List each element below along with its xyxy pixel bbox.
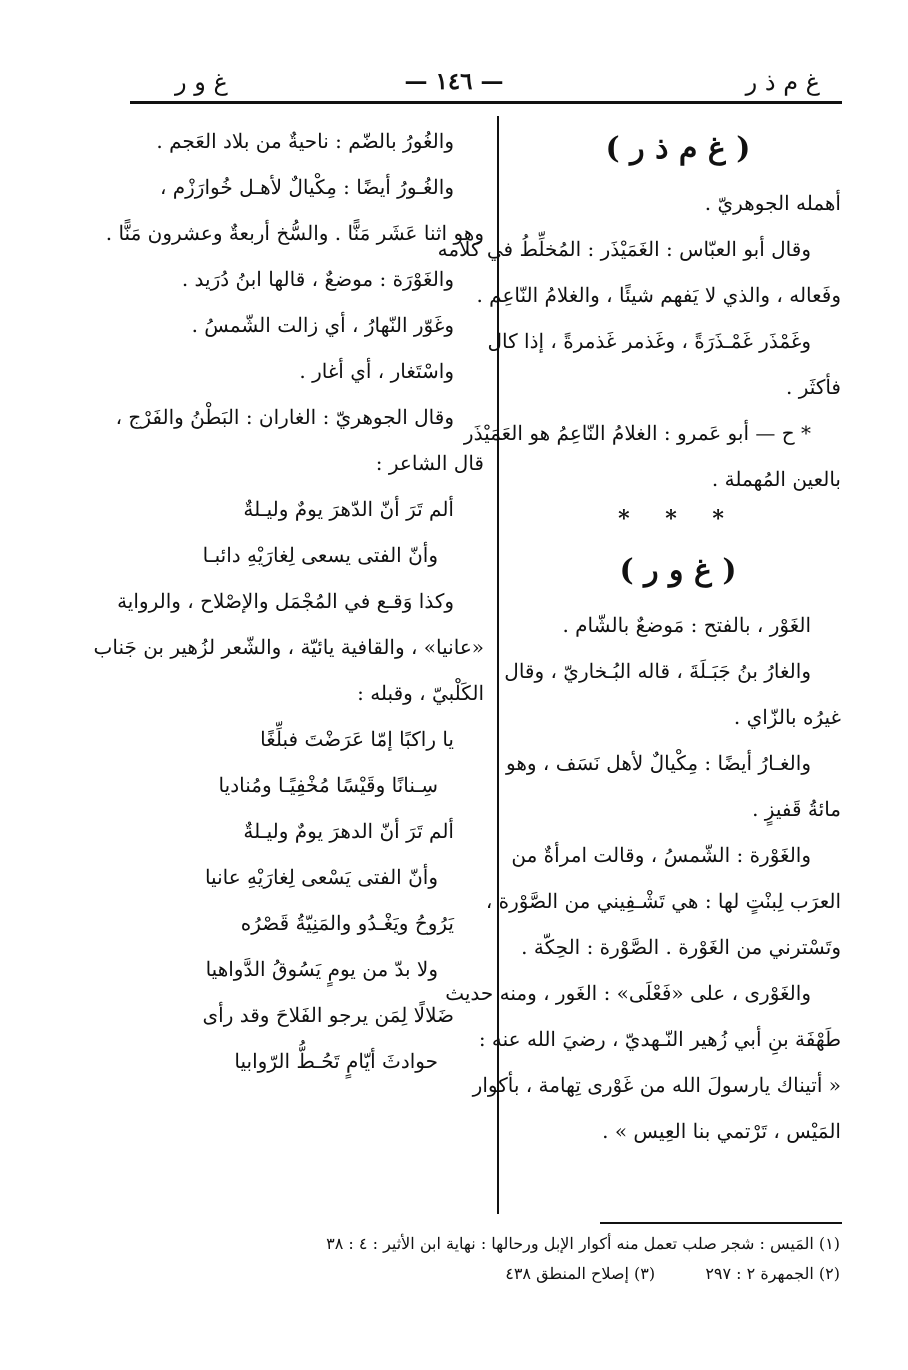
text-line: * ح — أبو عَمرو : الغلامُ النّاعِمُ هو العَمَيْذَر (463, 421, 811, 445)
verse-line: ولا بدّ من يومٍ يَسُوقُ الدَّواهيا (205, 957, 438, 981)
verse-line: حوادثَ أيّامٍ تَحُـطُّ الرّوابيا (234, 1049, 438, 1073)
footnote-2: (٢) الجمهرة ٢ : ٢٩٧ (705, 1264, 840, 1283)
footnote-1: (١) المَيس : شجر صلب تعمل منه أكوار الإبل ورحالها : نهاية ابن الأثير : ٤ : ٣٨ (326, 1234, 840, 1253)
text-line: والغـارُ أيضًا : مِكْيالٌ لأهل نَسَف ، وهو (506, 751, 811, 775)
text-line: مائةُ قَفيزٍ . (752, 797, 841, 821)
text-line: بالعين المُهملة . (711, 467, 841, 491)
verse-line: يا راكبًا إمّا عَرَضْتَ فبلِّغًا (260, 727, 454, 751)
verse-line: يَرُوحُ ويَغْـدُو والمَنِيّةُ قَصْرُه (240, 911, 454, 935)
verse-line: ضَلالًا لِمَن يرجو الفَلاحَ وقد رأى (202, 1003, 454, 1027)
text-line: والغُورُ بالضّم : ناحيةٌ من بلاد العَجم . (156, 129, 454, 153)
text-line: «عانيا» ، والقافية يائيّة ، والشّعر لزُهير بن جَناب (93, 635, 484, 659)
verse-line: ألم تَرَ أنّ الدّهرَ يومٌ وليـلةٌ (243, 497, 454, 521)
verse-line: سِـنانًا وقَيْسًا مُخْفِيًـا ومُناديا (218, 773, 438, 797)
text-line: العرَب لِبنْتٍ لها : هي تَشْـفِيني من الصَّوْرة ، (485, 889, 841, 913)
text-line: وهو اثنا عَشَر مَنًّا . والسُّخ أربعةٌ وعشرون مَنًّا . (105, 221, 484, 245)
text-line: الغَوْر ، بالفتح : مَوضعٌ بالشّام . (562, 613, 811, 637)
text-line: والغَوْرَة : موضعٌ ، قالها ابنُ دُرَيد . (181, 267, 454, 291)
header-rule (130, 101, 842, 104)
right-column (437, 118, 841, 1154)
text-line: واسْتَغار ، أي أغار . (299, 359, 454, 383)
verse-line: وأنّ الفتى يسعى لِغارَيْهِ دائبـا (202, 543, 438, 567)
text-line: وقال الجوهريّ : الغاران : البَطْنُ والفَرْج ، (115, 405, 454, 429)
footnote-3: (٣) إصلاح المنطق ٤٣٨ (505, 1264, 656, 1283)
footnote-rule (600, 1222, 842, 1224)
entry-title-ghmdhr: ( غ م ذ ر ) (605, 131, 751, 166)
verse-line: ألم تَرَ أنّ الدهرَ يومٌ وليـلةٌ (243, 819, 454, 843)
text-line: طَهْفَة بنِ أبي زُهير النّـهديّ ، رضيَ الله عنه : (478, 1027, 841, 1051)
text-line: والغُـورُ أيضًا : مِكْيالٌ لأهـل خُوارَزْم ، (159, 175, 454, 199)
text-line: وغَوّر النّهارُ ، أي زالت الشّمسُ . (191, 313, 454, 337)
text-line: وقال أبو العبّاس : الغَمَيْذَر : المُخلِّطُ في كلامه (437, 237, 811, 261)
entry-title-ghwr: ( غ و ر ) (619, 553, 737, 588)
text-line: قال الشاعر : (375, 451, 484, 475)
section-separator: * * * (618, 506, 738, 532)
left-column (93, 118, 484, 1084)
text-line: والغارُ بنُ جَبَـلَةَ ، قاله البُـخاريّ ، وقال (504, 659, 811, 683)
text-line: المَيْس ، تَرْتمي بنا العِيس » . (602, 1119, 841, 1143)
text-line: وتَسْترني من الغَوْرة . الصَّوْرة : الحِكّة . (521, 935, 841, 959)
verse-line: وأنّ الفتى يَسْعى لِغارَيْهِ عانيا (204, 865, 438, 889)
text-line: فأكثَر . (786, 375, 841, 399)
header-right-root: غ م ذ ر (745, 68, 820, 96)
text-line: « أتيناك يارسولَ الله من غَوْرى تِهامة ، بأكوار (472, 1073, 841, 1097)
footnotes-2-3 (300, 1260, 840, 1288)
text-line: وغَمْذَر غَمْـذَرَةً ، وغَذمر غَذمرةً ، إذا كال (487, 329, 811, 353)
text-line: وكذا وَقـع في المُجْمَل والإصْلاح ، والرواية (117, 589, 454, 613)
text-line: والغَوْرة : الشّمسُ ، وقالت امرأةٌ من (511, 843, 811, 867)
header-left-root: غ و ر (175, 68, 228, 96)
text-line: والغَوْرى ، على «فَعْلَى» : الغَور ، ومنه حديث (445, 981, 811, 1005)
text-line: أهمله الجوهريّ . (704, 191, 841, 215)
page-number: — ١٤٦ — (404, 68, 504, 95)
text-line: غيرُه بالزّاي . (733, 705, 841, 729)
text-line: وفَعاله ، والذي لا يَفهم شيئًا ، والغلامُ النّاعِم . (476, 283, 841, 307)
text-line: الكَلْبيّ ، وقبله : (357, 681, 484, 705)
